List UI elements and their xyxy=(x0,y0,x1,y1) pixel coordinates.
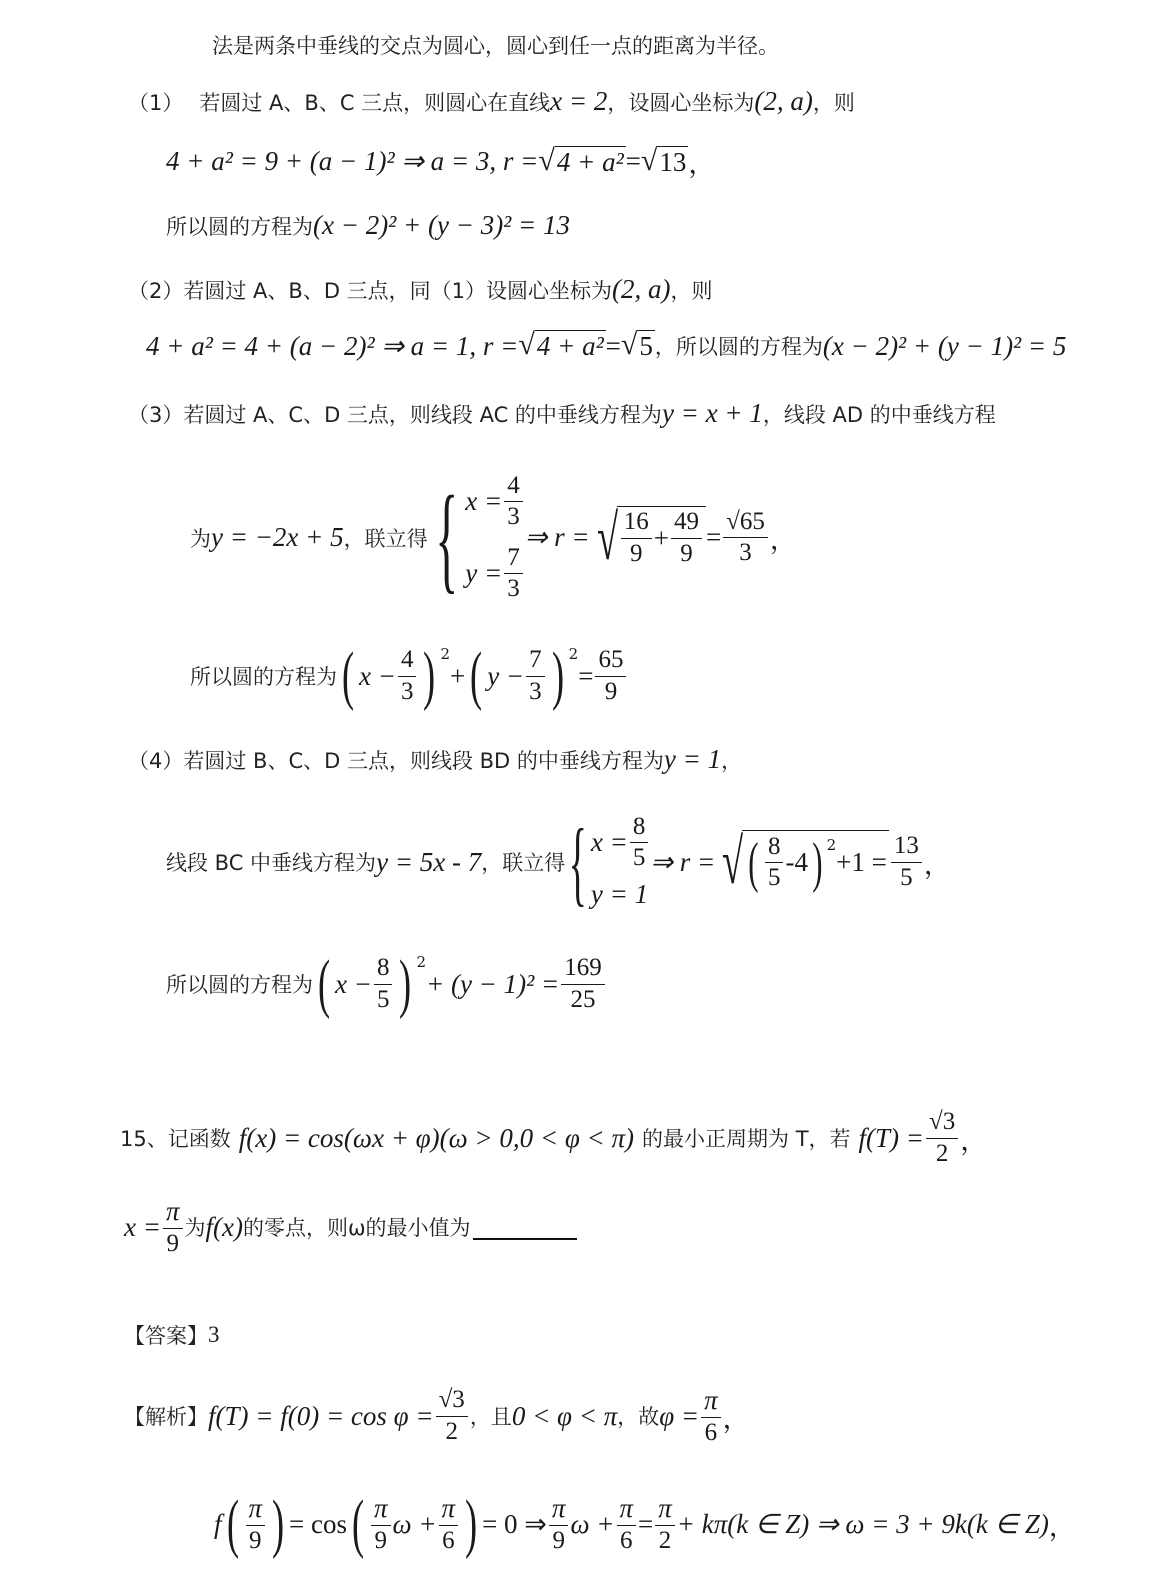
frac-den: 9 xyxy=(166,1229,179,1257)
frac-num: 8 xyxy=(765,834,784,863)
q15-text-c: 为 xyxy=(184,1216,206,1240)
q15-text-d: 的零点，则ω的最小值为 xyxy=(242,1216,471,1240)
sys-y: y = 1 xyxy=(590,879,649,909)
left-brace: { xyxy=(568,808,588,915)
frac-den: 5 xyxy=(767,864,781,891)
sqrt-13: √ 13 xyxy=(640,143,687,177)
equals: = xyxy=(705,522,722,552)
part2-statement xyxy=(128,274,713,305)
sys-x: x = xyxy=(465,485,503,516)
frac-den: 2 xyxy=(935,1139,949,1167)
sqrt-expression: √ 4 + a² xyxy=(538,143,624,177)
part4-statement xyxy=(128,744,742,775)
result-text: 所以圆的方程为 xyxy=(190,665,337,689)
answer-label: 【答案】 xyxy=(124,1324,208,1348)
minus-four: -4 xyxy=(785,847,808,877)
frac-den: 9 xyxy=(374,1526,387,1554)
equals-zero: = 0 ⇒ xyxy=(482,1508,547,1539)
equals: = xyxy=(625,146,641,176)
frac-num: 65 xyxy=(595,647,626,676)
result-text: 所以圆的方程为 xyxy=(166,973,313,997)
q15-text-b: 的最小正周期为 T，若 xyxy=(642,1127,851,1151)
comma: ， xyxy=(923,849,951,880)
part3-result: 所以圆的方程为 ( x − $\frac{4}{3}$ ) 2 + ( y − $\frac{7}{3}$ ) 2 = $\frac{65}{9}$ xyxy=(190,640,628,712)
frac-den: 3 xyxy=(400,677,414,705)
sqrt-body: 13 xyxy=(659,146,687,177)
part3-label: （3） xyxy=(128,402,184,427)
sqrt-expression: √ $\frac{16}{9}$ + $\frac{49}{9}$ xyxy=(590,506,706,570)
comma: ， xyxy=(722,1403,750,1434)
omega-plus: ω + xyxy=(570,1508,615,1539)
omega-solution: + kπ(k ∈ Z) ⇒ ω = 3 + 9k(k ∈ Z) xyxy=(676,1508,1049,1539)
answer-line xyxy=(124,1320,220,1350)
part1-statement xyxy=(128,86,855,117)
question-number: 15、 xyxy=(120,1127,168,1151)
sqrt-body: 4 + a² xyxy=(556,146,624,177)
cos: = cos xyxy=(289,1508,347,1539)
frac-num: π xyxy=(655,1494,675,1525)
frac-den: 9 xyxy=(629,539,643,567)
y-minus: y − xyxy=(487,660,525,691)
sqrt-expression: √ 4 + a² xyxy=(518,328,604,361)
part2-center: (2, a) xyxy=(612,274,671,304)
frac-den: 25 xyxy=(570,985,596,1013)
q15-text-a: 记函数 xyxy=(167,1127,231,1151)
q15-line2 xyxy=(124,1196,577,1258)
frac-den: 2 xyxy=(445,1417,458,1445)
answer-blank xyxy=(473,1214,577,1240)
part2-text: 若圆过 A、B、D 三点，同（1）设圆心坐标为 xyxy=(183,278,613,303)
frac-num: π xyxy=(701,1386,721,1417)
part3-text-b: ，线段 AD 的中垂线方程 xyxy=(762,402,996,427)
frac-den: 3 xyxy=(739,539,752,566)
analysis-text1: ，且 xyxy=(469,1405,512,1429)
frac-den: 9 xyxy=(552,1526,565,1554)
frac-den: 5 xyxy=(900,863,913,891)
part3-statement xyxy=(128,398,996,429)
frac-num: 7 xyxy=(504,545,523,574)
frac-num: √65 xyxy=(723,509,768,538)
part1-center: (2, a) xyxy=(754,86,813,116)
analysis-text2: ，故 xyxy=(617,1405,660,1429)
analysis-math3: φ = xyxy=(659,1400,700,1431)
frac-num: π xyxy=(371,1494,391,1525)
analysis-line1 xyxy=(124,1380,750,1452)
analysis-line2: f ( $\frac{\pi}{9}$ ) = cos ( $\frac{\pi}{9}$ ω + $\frac{\pi}{6}$ ) = 0 ⇒ $\frac{\pi}{9}$ ω + $\frac{\pi}{6}$ = $\frac{\pi}{2}$ + kπ(k ∈ Z) ⇒ ω = 3 + 9k(k ∈ Z) ， xyxy=(214,1487,1076,1560)
equals: = xyxy=(638,1508,654,1539)
part2-eq-lhs: 4 + a² = 4 + (a − 2)² ⇒ a = 1, r = xyxy=(146,330,519,361)
frac-num: 8 xyxy=(374,955,393,984)
frac-num: √3 xyxy=(926,1109,958,1138)
circle-equation: (x − 2)² + (y − 3)² = 13 xyxy=(313,210,571,240)
frac-den: 6 xyxy=(442,1526,455,1554)
part4-text-c: 线段 BC 中垂线方程为 xyxy=(166,851,377,875)
equals: = xyxy=(605,330,621,361)
sqrt-body: 5 xyxy=(639,331,653,361)
part4-text: 若圆过 B、C、D 三点，则线段 BD 的中垂线方程为 xyxy=(183,748,664,773)
answer-value: 3 xyxy=(208,1322,220,1347)
sys-x: x = xyxy=(590,827,628,858)
y-term: + (y − 1)² = xyxy=(425,968,560,999)
frac-den: 9 xyxy=(680,539,693,567)
part4-label: （4） xyxy=(128,748,184,773)
equation-system xyxy=(465,473,524,603)
comma: ， xyxy=(1048,1511,1076,1542)
implies-r: ⇒ r = xyxy=(524,522,590,552)
frac-num: 7 xyxy=(526,647,545,676)
result-text: ，所以圆的方程为 xyxy=(654,335,823,359)
q15-function: f(x) = cos(ωx + φ)(ω > 0,0 < φ < π) xyxy=(238,1122,635,1153)
part4-text-d: ，联立得 xyxy=(481,851,566,875)
x-minus: x − xyxy=(358,660,396,691)
frac-num: π xyxy=(549,1494,569,1525)
sqrt-body: 4 + a² xyxy=(536,331,604,361)
intro-line xyxy=(212,30,779,60)
frac-den: 6 xyxy=(620,1526,633,1554)
q15-fT: f(T) = xyxy=(858,1122,925,1153)
x-minus: x − xyxy=(334,968,372,999)
frac-num: 4 xyxy=(504,473,523,502)
plus-one: +1 = xyxy=(836,847,887,877)
analysis-label: 【解析】 xyxy=(124,1405,208,1429)
f: f xyxy=(214,1508,222,1539)
frac-den: 9 xyxy=(604,677,618,705)
part1-eq-lhs: 4 + a² = 9 + (a − 1)² ⇒ a = 3, r = xyxy=(166,146,539,176)
part3-ac-bisector: y = x + 1 xyxy=(661,398,763,428)
frac-num: 4 xyxy=(398,647,417,676)
part1-label: （1） xyxy=(128,90,184,115)
sys-y: y = xyxy=(465,558,503,589)
equation-system xyxy=(591,814,650,910)
part4-bc-bisector: y = 5x - 7 xyxy=(376,846,482,877)
frac-num: π xyxy=(439,1494,459,1525)
frac-den: 6 xyxy=(704,1418,718,1446)
frac-den: 5 xyxy=(632,844,646,872)
analysis-math2: 0 < φ < π xyxy=(511,1400,618,1431)
frac-num: √3 xyxy=(436,1387,468,1416)
part3-system xyxy=(190,470,797,605)
part3-text-d: ，联立得 xyxy=(343,526,428,551)
part1-result xyxy=(166,210,570,241)
part1-line-eq: x = 2 xyxy=(550,86,608,116)
comma: ， xyxy=(960,1125,988,1156)
result-text: 所以圆的方程为 xyxy=(166,214,313,239)
plus: + xyxy=(653,522,669,553)
sqrt-5: √ 5 xyxy=(620,328,653,361)
part3-text: 若圆过 A、C、D 三点，则线段 AC 的中垂线方程为 xyxy=(183,402,662,427)
frac-num: 169 xyxy=(561,955,605,984)
part4-system xyxy=(166,808,951,915)
omega-plus: ω + xyxy=(392,1508,437,1539)
part1-text-b: ，设圆心坐标为 xyxy=(607,90,755,115)
q15-statement xyxy=(120,1102,987,1174)
frac-den: 2 xyxy=(658,1526,672,1554)
part2-label: （2） xyxy=(128,278,184,303)
part1-text-c: ，则 xyxy=(812,90,855,115)
part4-result: 所以圆的方程为 ( x − $\frac{8}{5}$ ) 2 + (y − 1)² = $\frac{169}{25}$ xyxy=(166,948,607,1020)
frac-den: 9 xyxy=(249,1526,262,1554)
part3-ad-bisector: y = −2x + 5 xyxy=(211,522,344,552)
intro-text: 法是两条中垂线的交点为圆心，圆心到任一点的距离为半径。 xyxy=(212,34,779,58)
sqrt-expression: √ ( $\frac{8}{5}$ -4 ) 2 +1 = xyxy=(722,826,887,897)
circle-equation: (x − 2)² + (y − 1)² = 5 xyxy=(822,330,1067,361)
part4-bd-bisector: y = 1 xyxy=(663,744,722,774)
part2-text-b: ，则 xyxy=(670,278,713,303)
frac-den: 5 xyxy=(376,985,390,1013)
frac-num: π xyxy=(163,1197,183,1228)
frac-num: π xyxy=(246,1494,266,1525)
part2-equation xyxy=(146,330,1066,362)
q15-fx: f(x) xyxy=(205,1211,243,1242)
frac-num: 8 xyxy=(630,814,649,843)
frac-num: 13 xyxy=(891,833,922,862)
frac-den: 3 xyxy=(529,677,542,705)
frac-num: π xyxy=(617,1494,637,1525)
part1-equation xyxy=(166,142,715,181)
part4-text-b: ， xyxy=(721,748,743,773)
left-brace: { xyxy=(434,470,458,604)
frac-num: 49 xyxy=(671,509,702,538)
implies-r: ⇒ r = xyxy=(650,846,716,877)
frac-den: 3 xyxy=(507,575,520,603)
analysis-math1: f(T) = f(0) = cos φ = xyxy=(208,1400,434,1431)
frac-den: 3 xyxy=(507,502,520,530)
comma: ， xyxy=(769,525,797,555)
part1-text: 若圆过 A、B、C 三点，则圆心在直线 xyxy=(199,90,551,115)
comma: ， xyxy=(688,149,716,179)
part3-text-c: 为 xyxy=(190,526,211,551)
frac-num: 16 xyxy=(621,509,652,538)
x-equals: x = xyxy=(124,1211,161,1242)
